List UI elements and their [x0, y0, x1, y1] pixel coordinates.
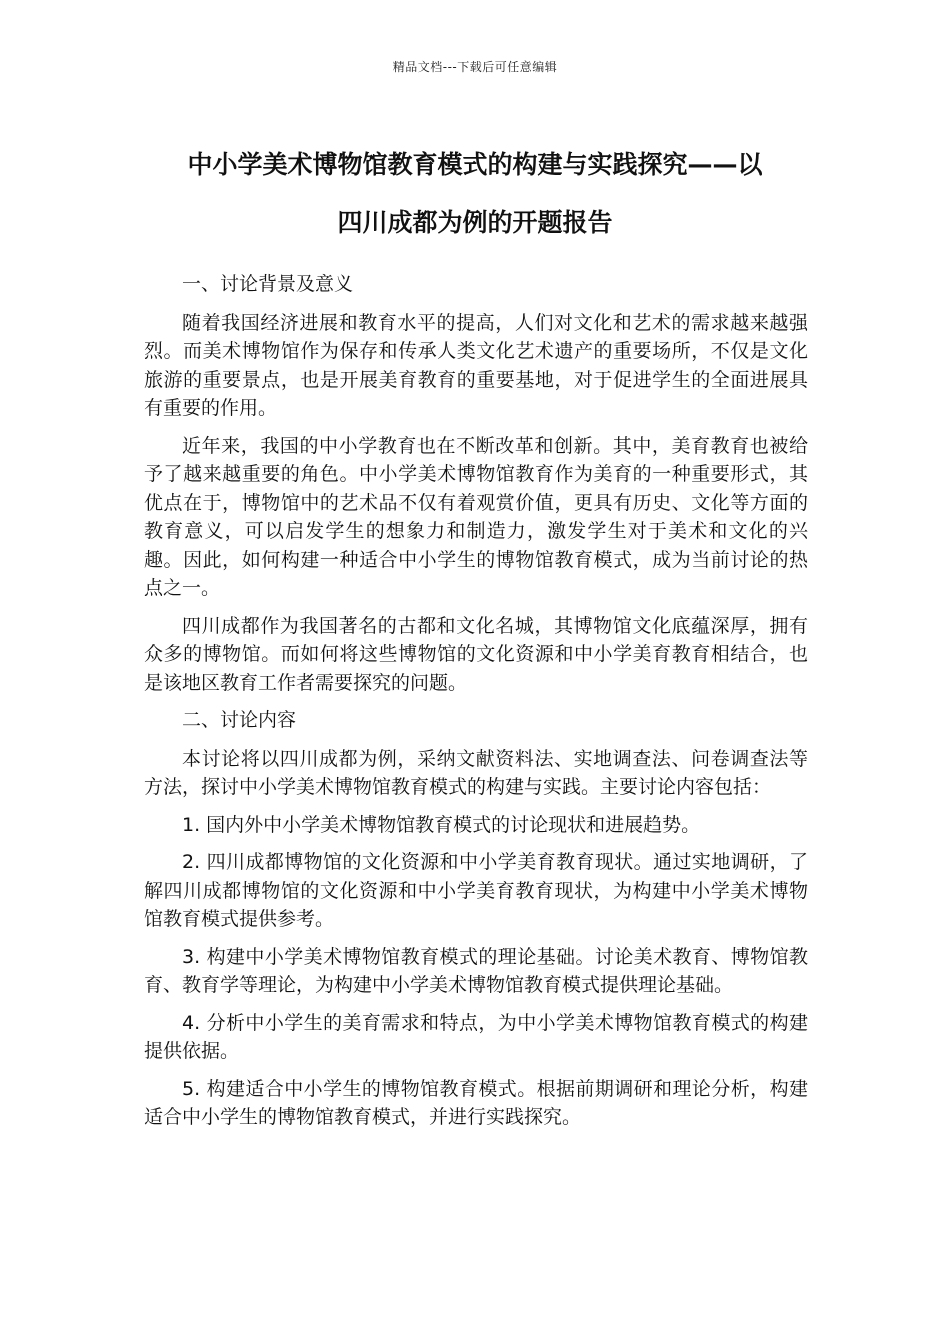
- list-item-2: 2. 四川成都博物馆的文化资源和中小学美育教育现状。通过实地调研，了解四川成都博物馆的文化资源和中小学美育教育现状，为构建中小学美术博物馆教育模式提供参考。: [144, 851, 808, 930]
- header-note: 精品文档---下载后可任意编辑: [392, 60, 558, 74]
- title-line-1: 中小学美术博物馆教育模式的构建与实践探究——以: [187, 150, 763, 179]
- list-item-3: 3. 构建中小学美术博物馆教育模式的理论基础。讨论美术教育、博物馆教育、教育学等理论，为构建中小学美术博物馆教育模式提供理论基础。: [144, 945, 808, 996]
- list-item-4: 4. 分析中小学生的美育需求和特点，为中小学美术博物馆教育模式的构建提供依据。: [144, 1011, 808, 1062]
- list-item-1: 1. 国内外中小学美术博物馆教育模式的讨论现状和进展趋势。: [182, 813, 701, 836]
- section-1-heading: 一、讨论背景及意义: [182, 273, 354, 295]
- title-line-2: 四川成都为例的开题报告: [337, 208, 613, 237]
- section-2-intro: 本讨论将以四川成都为例，采纳文献资料法、实地调查法、问卷调查法等方法，探讨中小学美术博物馆教育模式的构建与实践。主要讨论内容包括：: [144, 747, 808, 798]
- list-item-5: 5. 构建适合中小学生的博物馆教育模式。根据前期调研和理论分析，构建适合中小学生的博物馆教育模式，并进行实践探究。: [144, 1077, 808, 1128]
- section-1-paragraph-3: 四川成都作为我国著名的古都和文化名城，其博物馆文化底蕴深厚，拥有众多的博物馆。而如何将这些博物馆的文化资源和中小学美育教育相结合，也是该地区教育工作者需要探究的问题。: [144, 614, 808, 694]
- section-1-paragraph-2: 近年来，我国的中小学教育也在不断改革和创新。其中，美育教育也被给予了越来越重要的角色。中小学美术博物馆教育作为美育的一种重要形式，其优点在于，博物馆中的艺术品不仅有着观赏价值，更具有历史、文化等方面的教育意义，可以启发学生的想象力和制造力，激发学生对于美术和文化的兴趣。因此，如何构建一种适合中小学生的博物馆教育模式，成为当前讨论的热点之一。: [144, 434, 808, 599]
- section-2-heading: 二、讨论内容: [182, 709, 297, 731]
- document-title: [140, 136, 810, 252]
- document-body: [144, 270, 808, 1141]
- section-1-paragraph-1: 随着我国经济进展和教育水平的提高，人们对文化和艺术的需求越来越强烈。而美术博物馆作为保存和传承人类文化艺术遗产的重要场所，不仅是文化旅游的重要景点，也是开展美育教育的重要基地，对于促进学生的全面进展具有重要的作用。: [144, 311, 808, 419]
